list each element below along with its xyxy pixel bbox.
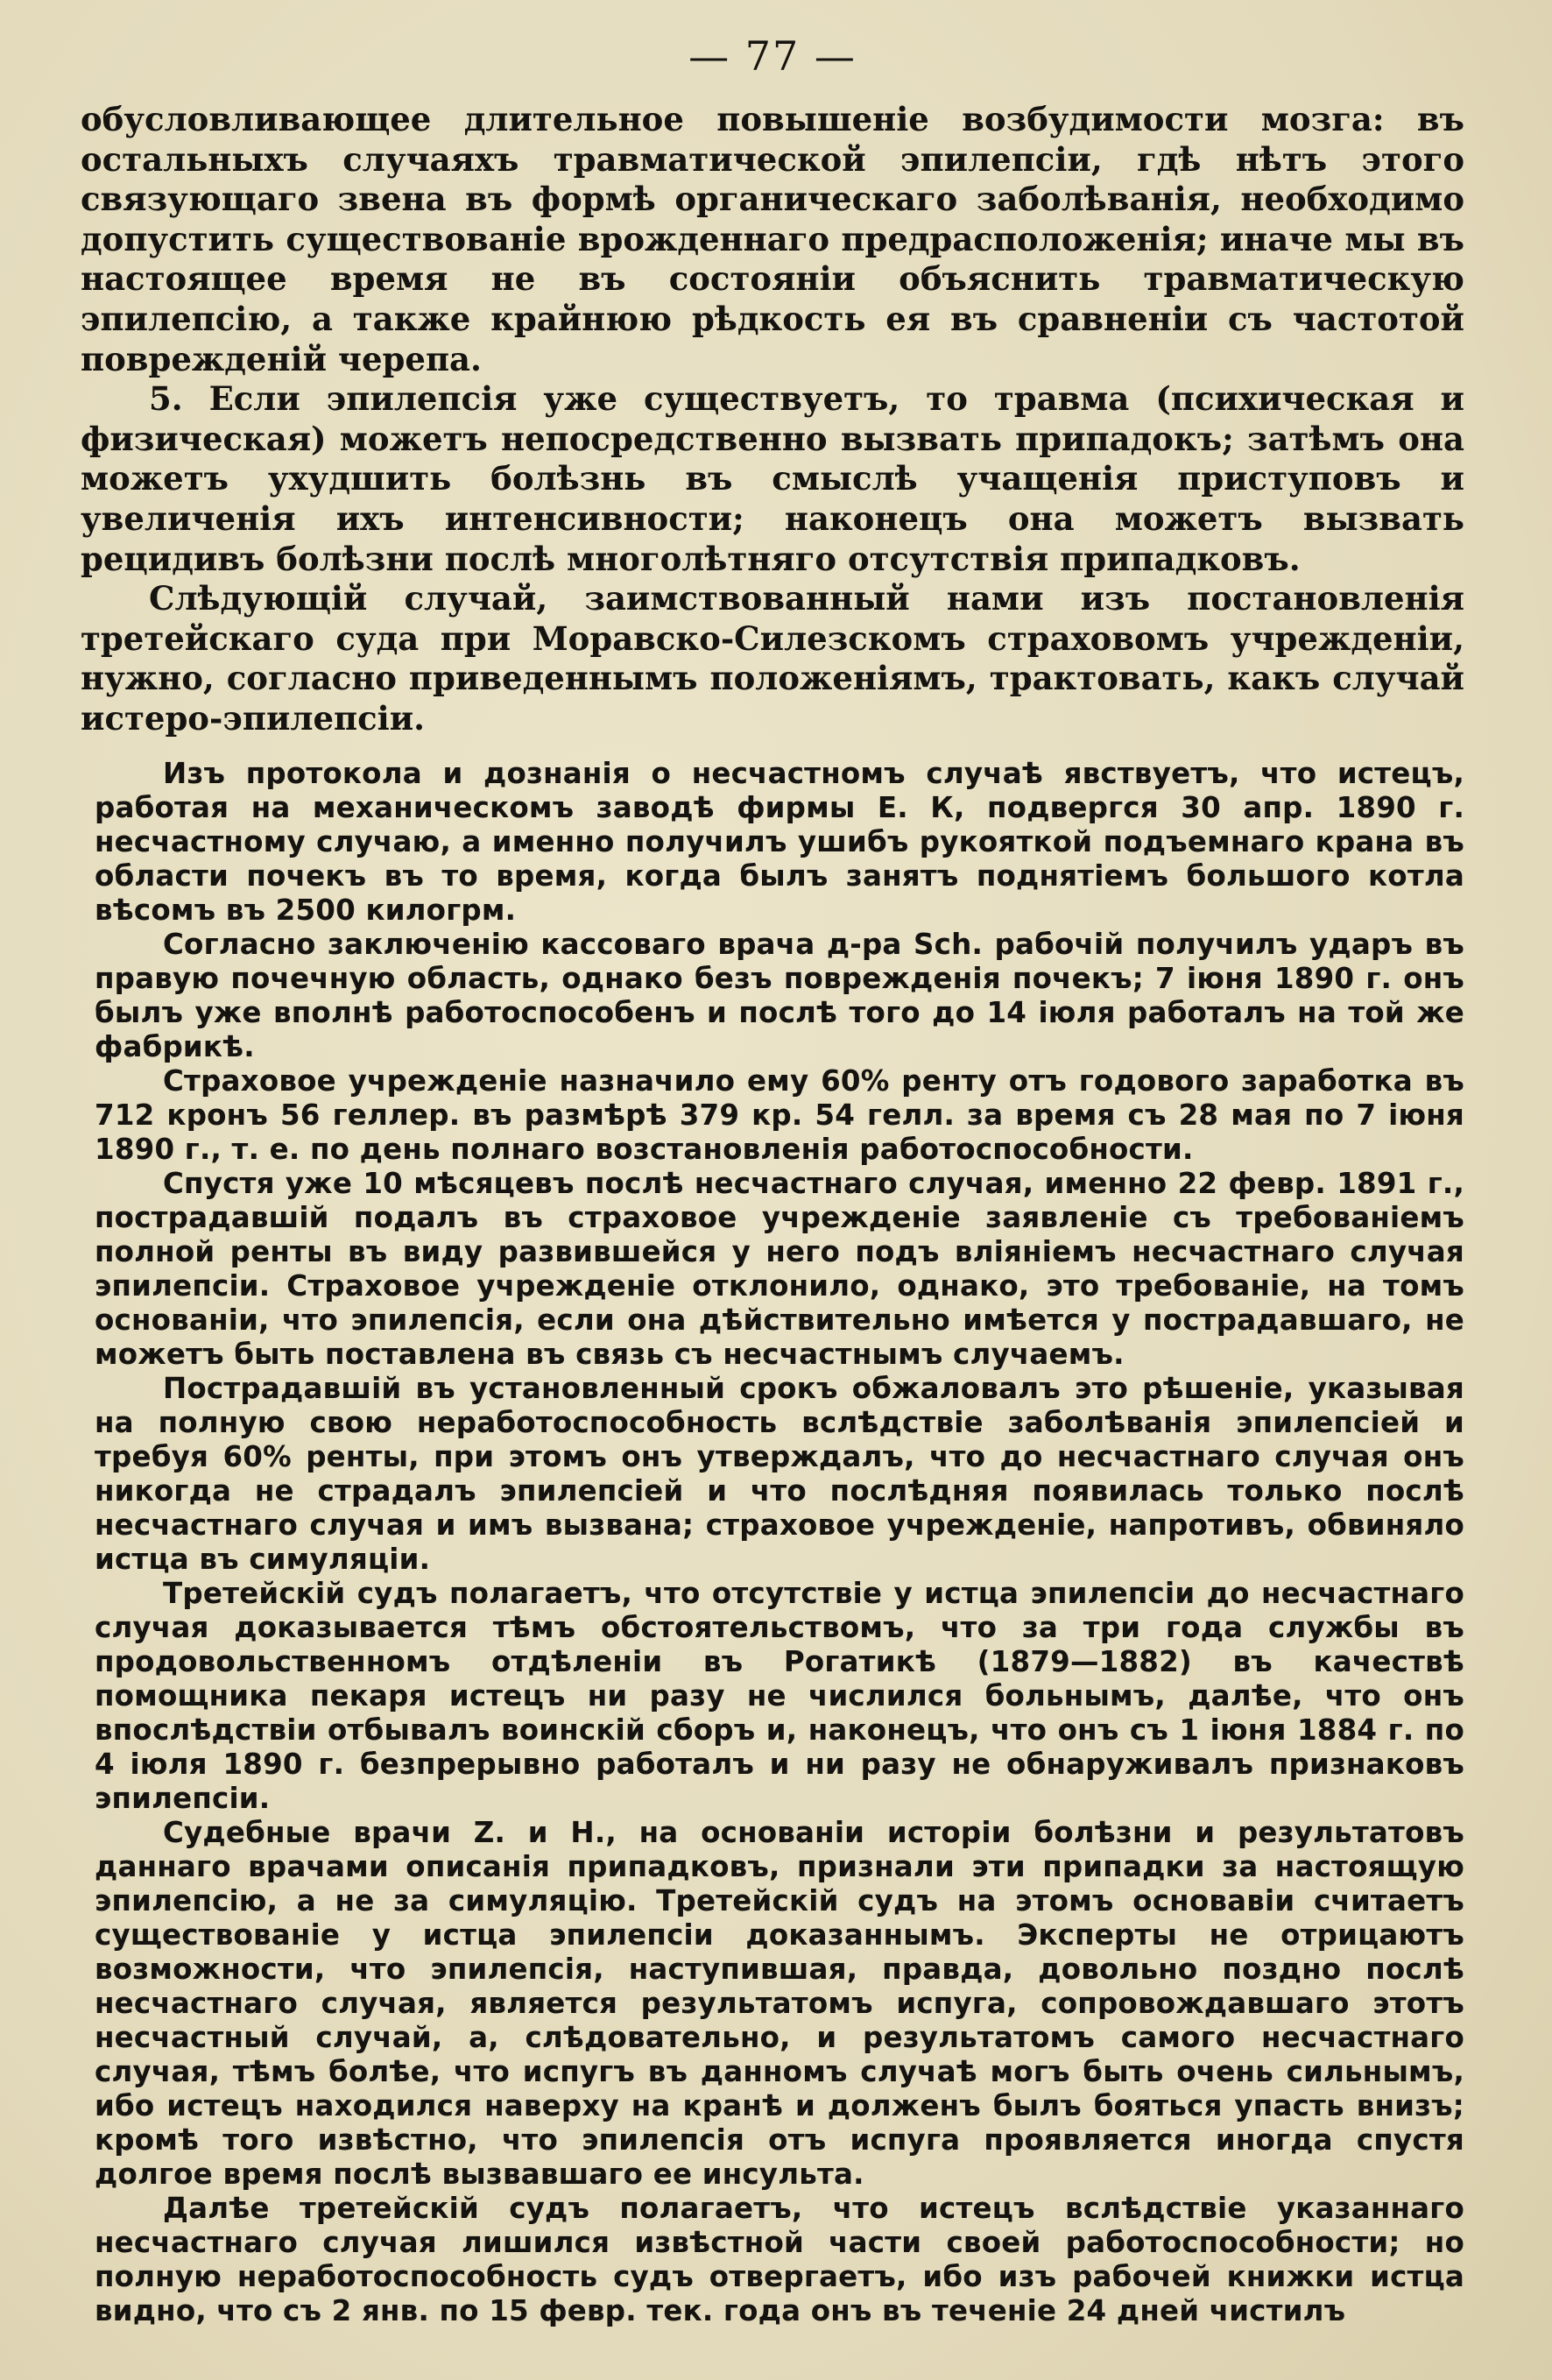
case-paragraph-5: Пострадавшій въ установленный срокъ обжаловалъ это рѣшеніе, указывая на полную свою неработоспособность вслѣдствіе заболѣванія эпилепсіей и требуя 60% ренты, при этомъ онъ утверждалъ, что до несчастнаго случая онъ никогда не страдалъ эпилепсіей и что послѣдняя появилась только послѣ несчастнаго случая и имъ вызвана; страховое учрежденіе, напротивъ, обвиняло истца въ симуляціи. [95,1371,1464,1576]
body-paragraph-2: 5. Если эпилепсія уже существуетъ, то травма (психическая и физическая) можетъ непосредственно вызвать припадокъ; затѣмъ она можетъ ухудшить болѣзнь въ смыслѣ учащенія приступовъ и увеличенія ихъ интенсивности; наконецъ она можетъ вызвать рецидивъ болѣзни послѣ многолѣтняго отсутствія припадковъ. [81,379,1464,578]
case-paragraph-4: Спустя уже 10 мѣсяцевъ послѣ несчастнаго случая, именно 22 февр. 1891 г., пострадавшій подалъ въ страховое учрежденіе заявленіе съ требованіемъ полной ренты въ виду развившейся у него подъ вліяніемъ несчастнаго случая эпилепсіи. Страховое учрежденіе отклонило, однако, это требованіе, на томъ основаніи, что эпилепсія, если она дѣйствительно имѣется у пострадавшаго, не можетъ быть поставлена въ связь съ несчастнымъ случаемъ. [95,1166,1464,1371]
case-report [81,757,1464,2328]
body-paragraph-3: Слѣдующій случай, заимствованный нами изъ постановленія третейскаго суда при Моравско-Силезскомъ страховомъ учрежденіи, нужно, согласно приведеннымъ положеніямъ, трактовать, какъ случай истеро-эпилепсіи. [81,579,1464,738]
case-paragraph-3: Страховое учрежденіе назначило ему 60% ренту отъ годового заработка въ 712 кронъ 56 геллер. въ размѣрѣ 379 кр. 54 гелл. за время съ 28 мая по 7 іюня 1890 г., т. е. по день полнаго возстановленія работоспособности. [95,1063,1464,1166]
body-paragraph-1: обусловливающее длительное повышеніе возбудимости мозга: въ остальныхъ случаяхъ травматической эпилепсіи, гдѣ нѣтъ этого связующаго звена въ формѣ органическаго заболѣванія, необходимо допустить существованіе врожденнаго предрасположенія; иначе мы въ настоящее время не въ состояніи объяснить травматическую эпилепсію, а также крайнюю рѣдкость ея въ сравненіи съ частотой поврежденій черепа. [81,100,1464,378]
case-paragraph-1: Изъ протокола и дознанія о несчастномъ случаѣ явствуетъ, что истецъ, работая на механическомъ заводѣ фирмы Е. К, подвергся 30 апр. 1890 г. несчастному случаю, а именно получилъ ушибъ рукояткой подъемнаго крана въ области почекъ въ то время, когда былъ занятъ поднятіемъ большого котла вѣсомъ въ 2500 килогрм. [95,756,1464,927]
case-paragraph-2: Согласно заключенію кассоваго врача д-ра Sch. рабочій получилъ ударъ въ правую почечную область, однако безъ поврежденія почекъ; 7 іюня 1890 г. онъ былъ уже вполнѣ работоспособенъ и послѣ того до 14 іюля работалъ на той же фабрикѣ. [95,927,1464,1063]
page-number: — 77 — [688,32,857,80]
main-text [81,100,1464,739]
case-paragraph-7: Судебные врачи Z. и H., на основаніи исторіи болѣзни и результатовъ даннаго врачами описанія припадковъ, признали эти припадки за настоящую эпилепсію, а не за симуляцію. Третейскій судъ на этомъ основавіи считаетъ существованіе у истца эпилепсіи доказаннымъ. Эксперты не отрицаютъ возможности, что эпилепсія, наступившая, правда, довольно поздно послѣ несчастнаго случая, является результатомъ испуга, сопровождавшаго этотъ несчастный случай, а, слѣдовательно, и результатомъ самого несчастнаго случая, тѣмъ болѣе, что испугъ въ данномъ случаѣ могъ быть очень сильнымъ, ибо истецъ находился наверху на кранѣ и долженъ былъ бояться упасть внизъ; кромѣ того извѣстно, что эпилепсія отъ испуга проявляется иногда спустя долгое время послѣ вызвавшаго ее инсульта. [95,1815,1464,2191]
case-paragraph-6: Третейскій судъ полагаетъ, что отсутствіе у истца эпилепсіи до несчастнаго случая доказывается тѣмъ обстоятельствомъ, что за три года службы въ продовольственномъ отдѣленіи въ Рогатикѣ (1879—1882) въ качествѣ помощника пекаря истецъ ни разу не числился больнымъ, далѣе, что онъ впослѣдствіи отбывалъ воинскій сборъ и, наконецъ, что онъ съ 1 іюня 1884 г. по 4 іюля 1890 г. безпрерывно работалъ и ни разу не обнаруживалъ признаковъ эпилепсіи. [95,1576,1464,1815]
case-paragraph-8: Далѣе третейскій судъ полагаетъ, что истецъ вслѣдствіе указаннаго несчастнаго случая лишился извѣстной части своей работоспособности; но полную неработоспособность судъ отвергаетъ, ибо изъ рабочей книжки истца видно, что съ 2 янв. по 15 февр. тек. года онъ въ теченіе 24 дней чистилъ [95,2191,1464,2327]
